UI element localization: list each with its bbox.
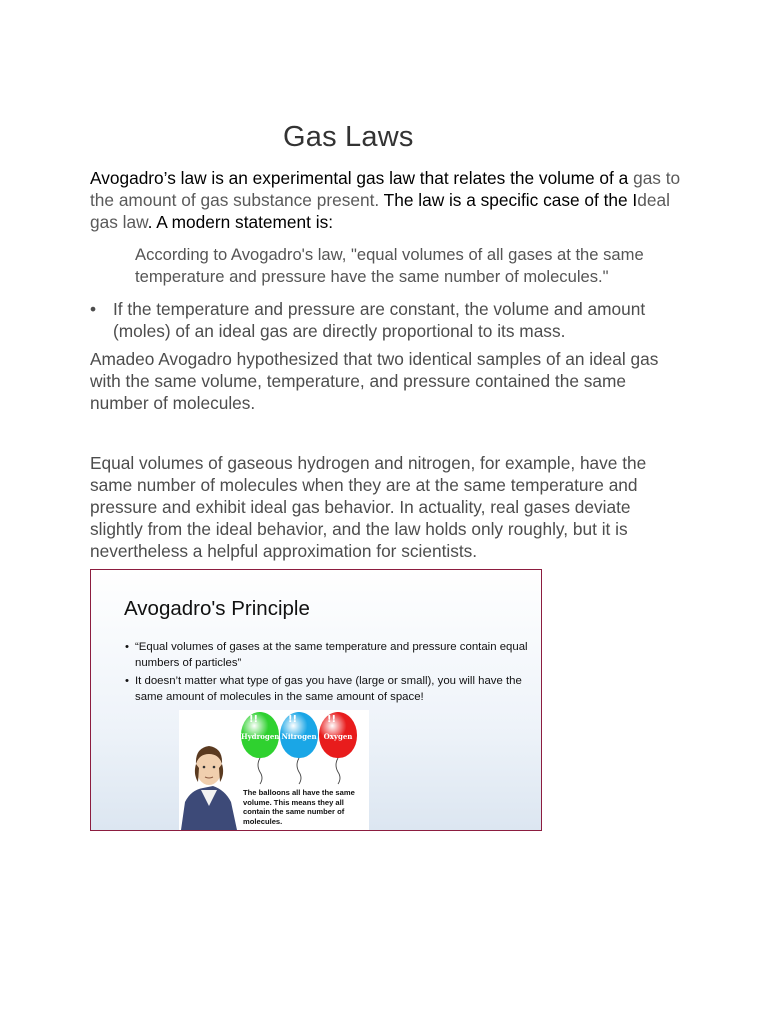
balloon-oxygen <box>319 712 357 758</box>
bullet-text: If the temperature and pressure are constant, the volume and amount (moles) of an ideal gas are directly proportional to its mass. <box>113 299 646 341</box>
paragraph-equal-volumes: Equal volumes of gaseous hydrogen and nitrogen, for example, have the same number of molecules when they are at the same temperature and pressure and exhibit ideal gas behavior. In actuality, real gases deviate slightly from the ideal behavior, and the law holds only roughly, but it is nevertheless a helpful approximation for scientists. <box>90 453 647 561</box>
slide-title: Avogadro's Principle <box>124 597 310 620</box>
balloon-highlight: !! <box>288 714 298 725</box>
avogadro-principle-slide-image <box>90 569 542 831</box>
balloon-hydrogen <box>241 712 279 758</box>
ideal-gas-law-link[interactable]: deal gas law <box>90 190 670 232</box>
balloon-highlight: !! <box>249 714 259 725</box>
balloon-highlight: !! <box>327 714 337 725</box>
slide-bullet-item <box>125 674 530 705</box>
slide-bullet-dot: • <box>125 641 129 653</box>
avogadro-quote: According to Avogadro's law, "equal volumes of all gases at the same temperature and pressure have the same number of molecules." <box>135 245 644 286</box>
intro-text-3: The law is a specific case of the I <box>379 190 638 210</box>
avogadro-portrait-icon <box>181 746 237 830</box>
balloons-illustration <box>179 710 369 830</box>
slide-bullet-text: “Equal volumes of gases at the same temperature and pressure contain equal numbers of particles” <box>135 641 528 669</box>
bullet-dot: • <box>90 299 97 319</box>
slide-bullet-list <box>125 640 530 708</box>
balloon-note: The balloons all have the same volume. This means they all contain the same number of molecules. <box>243 788 355 826</box>
balloon-label: Oxygen <box>323 732 353 741</box>
intro-text-2: gas to the amount of gas substance present. <box>90 168 681 210</box>
balloon-label: Hydrogen <box>241 732 280 741</box>
intro-text-1: Avogadro’s law is an experimental gas law that relates the volume of a <box>90 168 629 188</box>
page-title: Gas Laws <box>283 121 414 153</box>
balloon-nitrogen <box>280 712 318 758</box>
slide-bullet-item <box>125 640 530 671</box>
slide-bullet-dot: • <box>125 675 129 687</box>
slide-bullet-text: It doesn’t matter what type of gas you have (large or small), you will have the same amount of molecules in the same amount of space! <box>135 675 522 703</box>
paragraph-avogadro-hypothesis: Amadeo Avogadro hypothesized that two identical samples of an ideal gas with the same volume, temperature, and pressure contained the same number of molecules. <box>90 349 659 413</box>
intro-paragraph <box>90 167 690 233</box>
intro-text-5: . A modern statement is: <box>147 212 334 232</box>
balloon-label: Nitrogen <box>281 732 317 741</box>
